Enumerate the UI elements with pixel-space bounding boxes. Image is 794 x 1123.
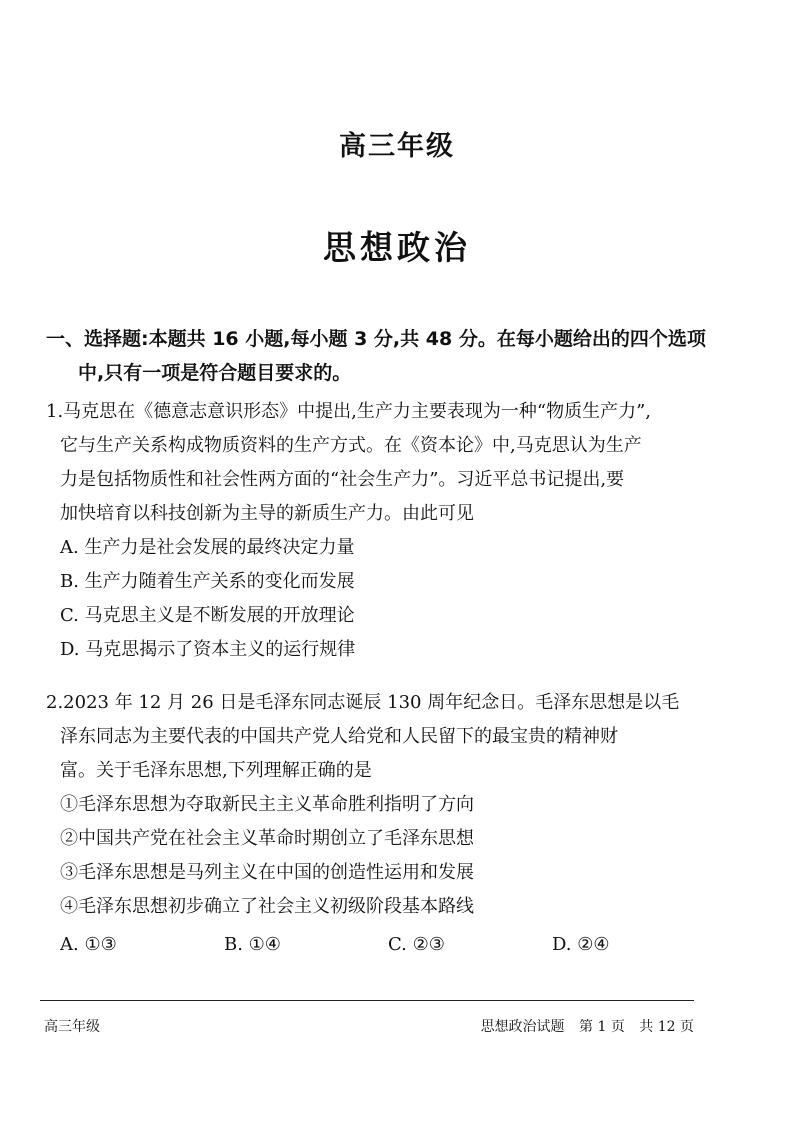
- question-2-stem-line: 2.2023 年 12 月 26 日是毛泽东同志诞辰 130 周年纪念日。毛泽东思想是以毛: [46, 692, 680, 713]
- question-2-option-a: A. ①③: [60, 934, 117, 955]
- question-1-option-b: B. 生产力随着生产关系的变化而发展: [60, 571, 355, 592]
- question-2-statement-2: ②中国共产党在社会主义革命时期创立了毛泽东思想: [60, 828, 474, 849]
- question-1-option-c: C. 马克思主义是不断发展的开放理论: [60, 605, 355, 626]
- question-2: [46, 686, 726, 962]
- section-instructions-line-2: 中,只有一项是符合题目要求的。: [78, 362, 352, 384]
- footer-page-total: 共 12 页: [639, 1019, 694, 1035]
- question-1-option-d: D. 马克思揭示了资本主义的运行规律: [60, 639, 356, 660]
- grade-title: 高三年级: [339, 131, 455, 162]
- page-footer: [44, 1016, 694, 1036]
- subject-title: 思想政治: [323, 228, 471, 267]
- question-2-stem-line: 泽东同志为主要代表的中国共产党人给党和人民留下的最宝贵的精神财: [60, 726, 618, 747]
- question-1-stem-line: 力是包括物质性和社会性两方面的“社会生产力”。习近平总书记提出,要: [60, 469, 625, 490]
- question-1: [46, 395, 726, 667]
- question-2-options: [46, 928, 726, 962]
- question-1-option-a: A. 生产力是社会发展的最终决定力量: [60, 537, 355, 558]
- footer-divider: [40, 1000, 694, 1001]
- footer-subject: 思想政治试题: [480, 1019, 565, 1035]
- question-2-option-d: D. ②④: [552, 934, 610, 955]
- question-2-stem-line: 富。关于毛泽东思想,下列理解正确的是: [60, 760, 372, 781]
- footer-page-info: [471, 1016, 694, 1036]
- question-1-stem-line: 1.马克思在《德意志意识形态》中提出,生产力主要表现为一种“物质生产力”,: [46, 401, 652, 422]
- question-2-statement-4: ④毛泽东思想初步确立了社会主义初级阶段基本路线: [60, 896, 474, 917]
- question-2-statement-3: ③毛泽东思想是马列主义在中国的创造性运用和发展: [60, 862, 474, 883]
- question-2-statement-1: ①毛泽东思想为夺取新民主主义革命胜利指明了方向: [60, 794, 474, 815]
- section-instructions: [46, 322, 746, 390]
- question-1-stem-line: 加快培育以科技创新为主导的新质生产力。由此可见: [60, 503, 474, 524]
- footer-grade: 高三年级: [44, 1019, 100, 1035]
- question-2-option-b: B. ①④: [224, 934, 281, 955]
- question-1-stem-line: 它与生产关系构成物质资料的生产方式。在《资本论》中,马克思认为生产: [60, 435, 642, 456]
- section-instructions-line-1: 一、选择题:本题共 16 小题,每小题 3 分,共 48 分。在每小题给出的四个选项: [46, 328, 706, 350]
- footer-page-number: 第 1 页: [579, 1019, 625, 1035]
- question-2-option-c: C. ②③: [388, 934, 445, 955]
